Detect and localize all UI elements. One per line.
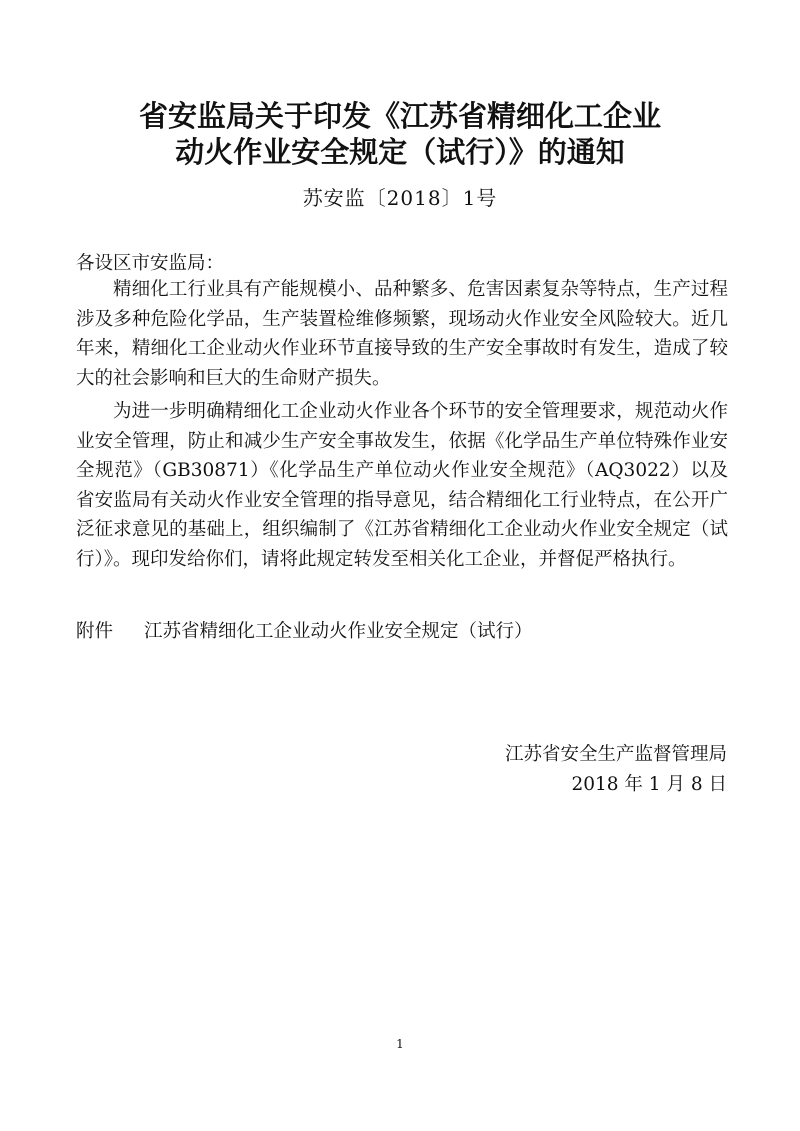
attachment-title: 江苏省精细化工企业动火作业安全规定（试行） — [144, 621, 533, 642]
page-number: 1 — [396, 1037, 404, 1051]
document-title-line-1: 省安监局关于印发《江苏省精细化工企业 — [138, 99, 661, 133]
attachment-line — [76, 618, 533, 646]
paragraph-2: 为进一步明确精细化工企业动火作业各个环节的安全管理要求，规范动火作业安全管理，防止和减少生产安全事故发生，依据《化学品生产单位特殊作业安全规范》（GB30871）《化学品生产单位动火作业安全规范》（AQ3022）以及省安监局有关动火作业安全管理的指导意见，结合精细化工行业特点，在公开广泛征求意见的基础上，组织编制了《江苏省精细化工企业动火作业安全规定（试行）》。现印发给你们，请将此规定转发至相关化工企业，并督促严格执行。 — [76, 401, 728, 570]
signature-date: 2018 年 1 月 8 日 — [571, 774, 727, 795]
attachment-label: 附件 — [76, 621, 114, 642]
signature-organization: 江苏省安全生产监督管理局 — [504, 744, 727, 765]
paragraph-1: 精细化工行业具有产能规模小、品种繁多、危害因素复杂等特点，生产过程涉及多种危险化学品，生产装置检维修频繁，现场动火作业安全风险较大。近几年来，精细化工企业动火作业环节直接导致的生产安全事故时有发生，造成了较大的社会影响和巨大的生命财产损失。 — [76, 279, 728, 389]
document-number: 苏安监〔2018〕1号 — [302, 186, 498, 210]
document-title-line-2: 动火作业安全规定（试行）》的通知 — [175, 135, 625, 169]
salutation: 各设区市安监局： — [76, 253, 225, 274]
